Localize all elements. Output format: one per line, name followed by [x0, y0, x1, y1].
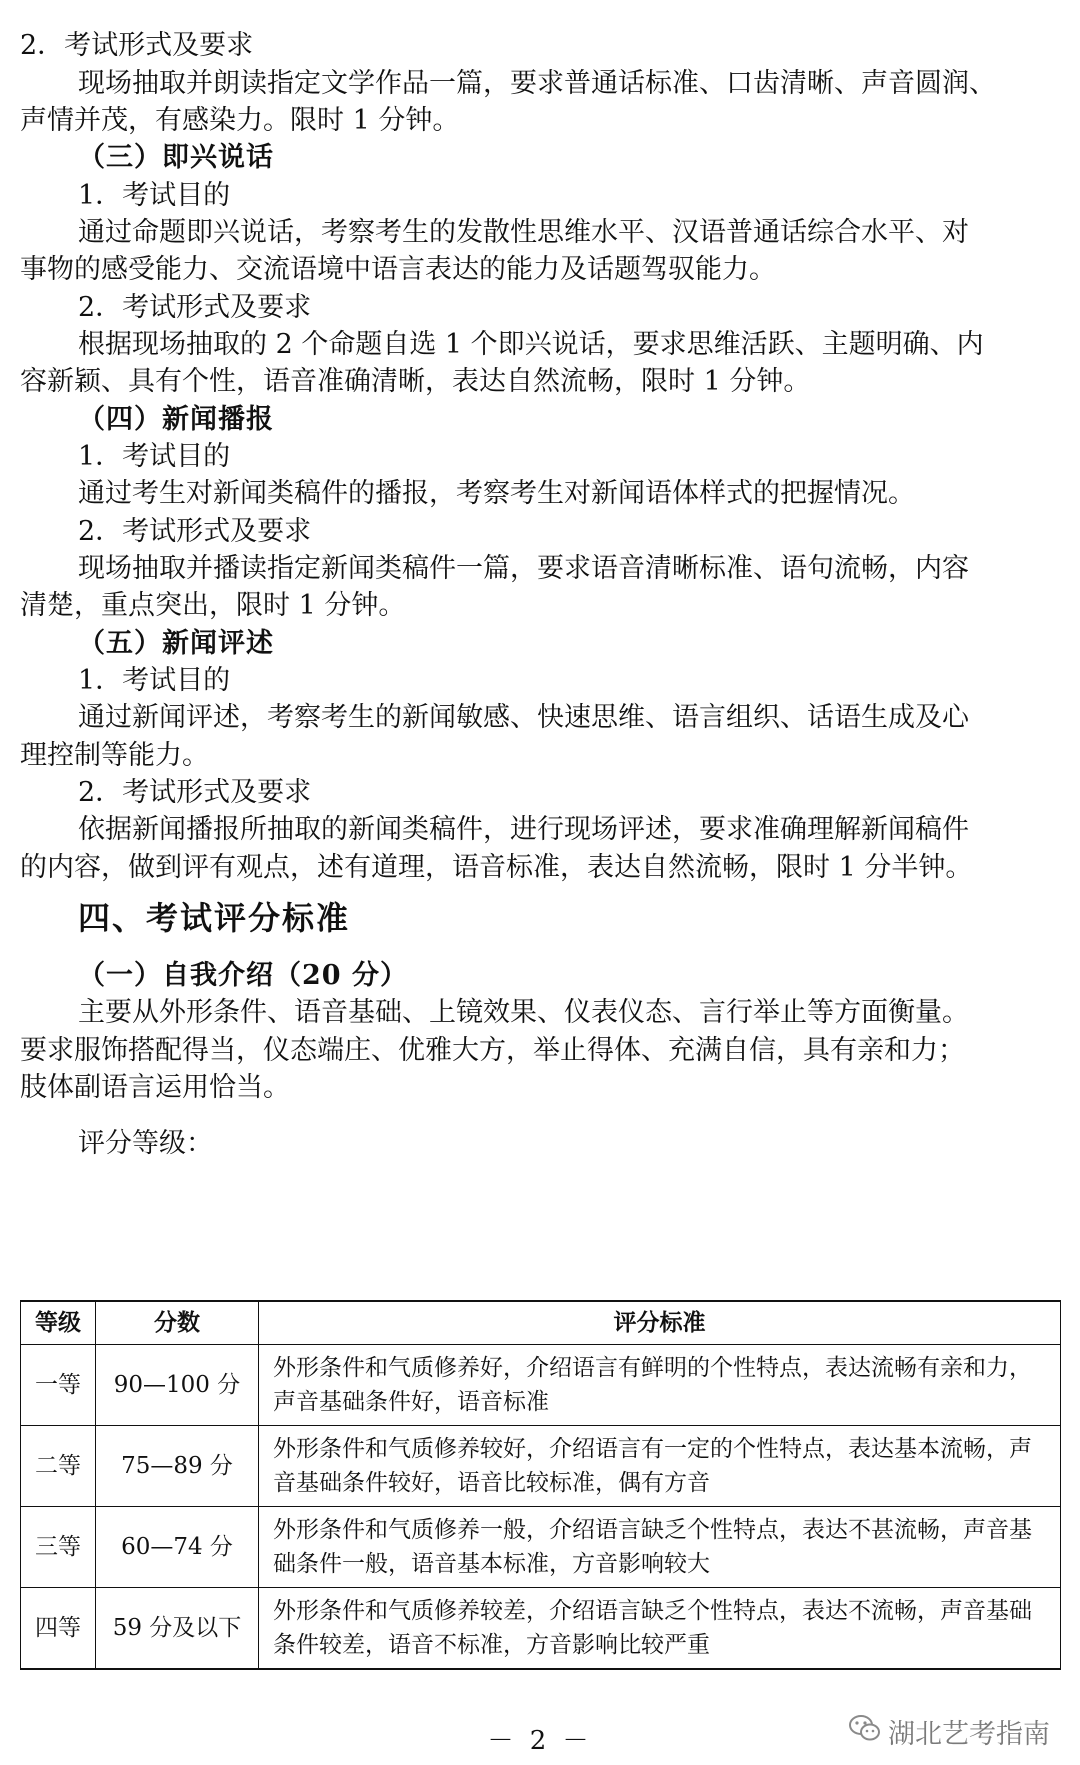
- paragraph-line: 现场抽取并朗读指定文学作品一篇，要求普通话标准、口齿清晰、声音圆润、: [78, 68, 996, 99]
- paragraph-line: 要求服饰搭配得当，仪态端庄、优雅大方，举止得体、充满自信，具有亲和力；: [20, 1035, 965, 1066]
- criteria-cell: 外形条件和气质修养较差，介绍语言缺乏个性特点，表达不流畅，声音基础条件较差，语音不标准，方音影响比较严重: [259, 1588, 1061, 1670]
- header-criteria: 评分标准: [259, 1301, 1061, 1345]
- paragraph-line: 根据现场抽取的 2 个命题自选 1 个即兴说话，要求思维活跃、主题明确、内: [78, 329, 984, 360]
- score-cell: 60—74 分: [96, 1507, 259, 1588]
- score-cell: 90—100 分: [96, 1345, 259, 1426]
- subheading-form: 2．考试形式及要求: [78, 516, 312, 547]
- paragraph-line: 依据新闻播报所抽取的新闻类稿件，进行现场评述，要求准确理解新闻稿件: [78, 814, 969, 845]
- paragraph-line: 理控制等能力。: [20, 740, 209, 771]
- grade-cell: 一等: [21, 1345, 96, 1426]
- paragraph-line: 容新颖、具有个性，语音准确清晰，表达自然流畅，限时 1 分钟。: [20, 366, 811, 397]
- criteria-cell: 外形条件和气质修养好，介绍语言有鲜明的个性特点，表达流畅有亲和力，声音基础条件好，语音标准: [259, 1345, 1061, 1426]
- table-row: [21, 1426, 1061, 1507]
- grade-cell: 四等: [21, 1588, 96, 1670]
- subheading-purpose: 1．考试目的: [78, 180, 231, 211]
- page-number: － 2 －: [487, 1726, 593, 1756]
- paragraph-line: 声情并茂，有感染力。限时 1 分钟。: [20, 105, 460, 136]
- header-grade: 等级: [21, 1301, 96, 1345]
- section-heading-news-commentary: （五）新闻评述: [78, 628, 274, 659]
- paragraph-line: 主要从外形条件、语音基础、上镜效果、仪表仪态、言行举止等方面衡量。: [78, 997, 969, 1028]
- header-score: 分数: [96, 1301, 259, 1345]
- criteria-cell: 外形条件和气质修养一般，介绍语言缺乏个性特点，表达不甚流畅，声音基础条件一般，语音基本标准，方音影响较大: [259, 1507, 1061, 1588]
- chapter-heading-scoring: 四、考试评分标准: [78, 899, 351, 937]
- table-caption: 评分等级：: [78, 1128, 213, 1159]
- table-row: [21, 1345, 1061, 1426]
- score-cell: 59 分及以下: [96, 1588, 259, 1670]
- paragraph-line: 现场抽取并播读指定新闻类稿件一篇，要求语音清晰标准、语句流畅，内容: [78, 553, 969, 584]
- wechat-icon: [848, 1713, 882, 1750]
- paragraph-line: 事物的感受能力、交流语境中语言表达的能力及话题驾驭能力。: [20, 254, 776, 285]
- paragraph-line: 通过新闻评述，考察考生的新闻敏感、快速思维、语言组织、话语生成及心: [78, 702, 969, 733]
- paragraph-line: 的内容，做到评有观点，述有道理，语音标准，表达自然流畅，限时 1 分半钟。: [20, 852, 973, 883]
- paragraph-line: 清楚，重点突出，限时 1 分钟。: [20, 590, 406, 621]
- watermark: [848, 1712, 1050, 1751]
- watermark-text: 湖北艺考指南: [888, 1719, 1050, 1750]
- subheading-form: 2．考试形式及要求: [78, 292, 312, 323]
- subheading-form: 2．考试形式及要求: [20, 30, 254, 61]
- grading-table: [20, 1300, 1061, 1670]
- paragraph-line: 肢体副语言运用恰当。: [20, 1072, 290, 1103]
- criteria-cell: 外形条件和气质修养较好，介绍语言有一定的个性特点，表达基本流畅，声音基础条件较好，语音比较标准，偶有方音: [259, 1426, 1061, 1507]
- table-header-row: [21, 1301, 1061, 1345]
- paragraph-line: 通过命题即兴说话，考察考生的发散性思维水平、汉语普通话综合水平、对: [78, 217, 969, 248]
- table-row: [21, 1507, 1061, 1588]
- subheading-form: 2．考试形式及要求: [78, 777, 312, 808]
- grade-cell: 二等: [21, 1426, 96, 1507]
- subheading-purpose: 1．考试目的: [78, 441, 231, 472]
- grade-cell: 三等: [21, 1507, 96, 1588]
- paragraph-line: 通过考生对新闻类稿件的播报，考察考生对新闻语体样式的把握情况。: [78, 478, 915, 509]
- subheading-purpose: 1．考试目的: [78, 665, 231, 696]
- section-heading-news-broadcast: （四）新闻播报: [78, 404, 274, 435]
- score-cell: 75—89 分: [96, 1426, 259, 1507]
- section-heading-self-intro: （一）自我介绍（20 分）: [78, 960, 408, 991]
- section-heading-impromptu: （三）即兴说话: [78, 142, 274, 173]
- table-row: [21, 1588, 1061, 1670]
